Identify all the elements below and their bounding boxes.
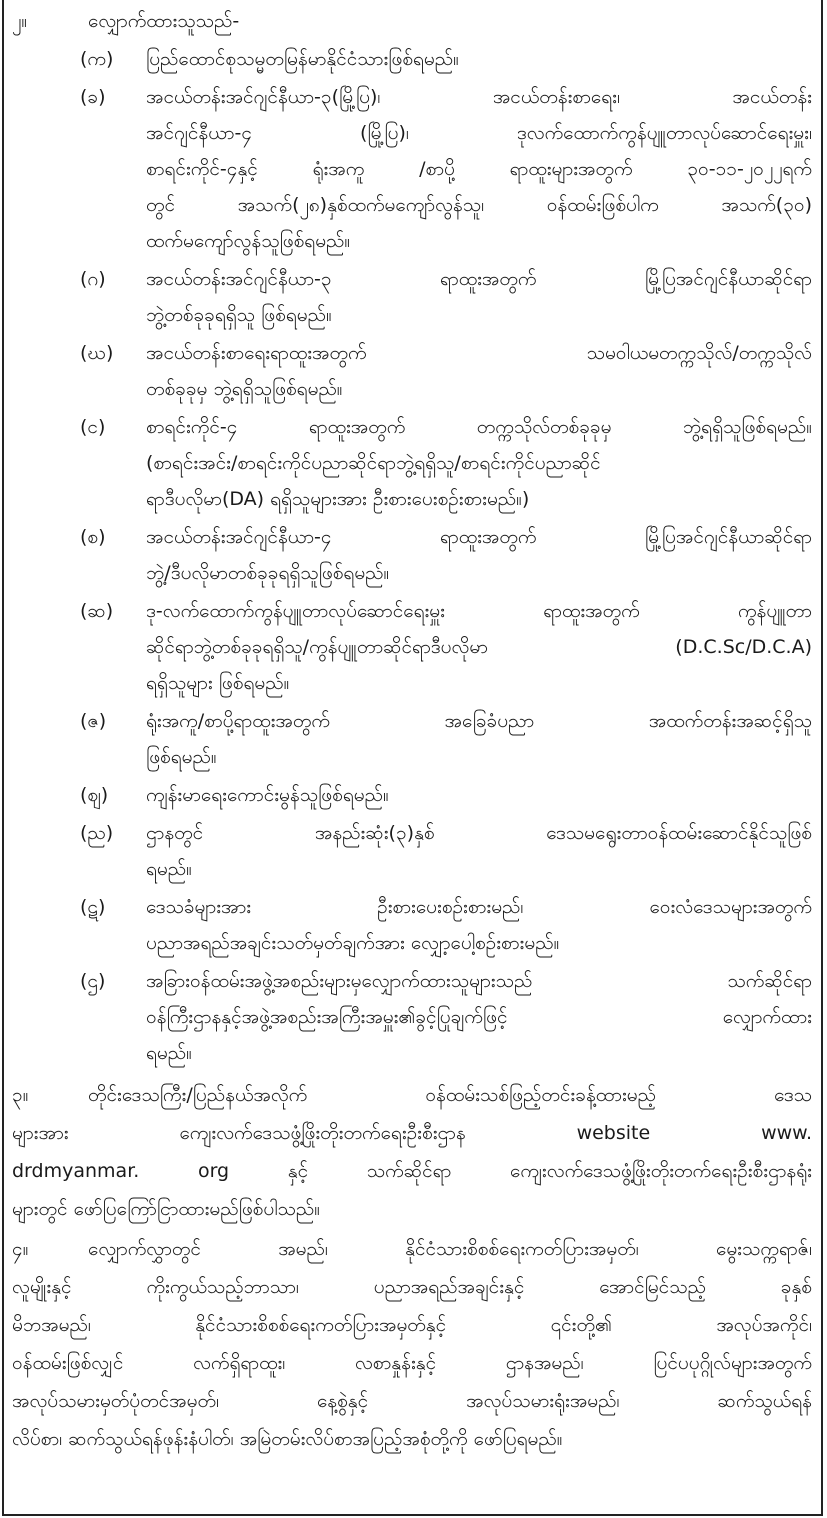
item-text-line: တွင် အသက်(၂၈)နှစ်ထက်မကျော်လွန်သူ၊ ဝန်ထမ်းဖြစ်ပါက အသက်(၃၀) <box>146 194 812 216</box>
item-label: (ဇ) <box>80 710 107 732</box>
item-label: (ဈ) <box>80 784 109 806</box>
item-text-line: (စာရင်းအင်း/စာရင်းကိုင်ပညာဆိုင်ရာဘွဲ့ရရှိသူ/စာရင်းကိုင်ပညာဆိုင် <box>146 452 601 474</box>
paragraph-line: မိဘအမည်၊ နိုင်ငံသားစိစစ်ရေးကတ်ပြားအမှတ်နှင့် ၎င်းတို့၏ အလုပ်အကိုင်၊ <box>12 1314 812 1336</box>
item-label: (က) <box>80 48 114 70</box>
section-number: ၄။ <box>12 1238 29 1260</box>
item-text-line: ရရှိသူများ ဖြစ်ရမည်။ <box>146 672 290 694</box>
item-text-line: ကျန်းမာရေးကောင်းမွန်သူဖြစ်ရမည်။ <box>146 784 389 806</box>
item-text-line: ဘွဲ့တစ်ခုခုရရှိသူ ဖြစ်ရမည်။ <box>146 304 332 326</box>
paragraph-line: အလုပ်သမားမှတ်ပုံတင်အမှတ်၊ နေ့စွဲနှင့် အလုပ်သမားရုံးအမည်၊ ဆက်သွယ်ရန် <box>12 1390 812 1412</box>
item-text-line: ဖြစ်ရမည်။ <box>146 746 217 768</box>
item-label: (ဂ) <box>80 268 106 290</box>
section-number: ၂။ <box>12 10 28 32</box>
paragraph-line: drdmyanmar. org နှင့် သက်ဆိုင်ရာ ကျေးလက်ဒေသဖွံ့ဖြိုးတိုးတက်ရေးဦးစီးဌာနရုံး <box>12 1160 812 1182</box>
item-text-line: အငယ်တန်းအင်ဂျင်နီယာ-၃ ရာထူးအတွက် မြို့ပြအင်ဂျင်နီယာဆိုင်ရာ <box>146 268 812 290</box>
paragraph-line: လူမျိုးနှင့် ကိုးကွယ်သည့်ဘာသာ၊ ပညာအရည်အချင်းနှင့် အောင်မြင်သည့် ခုနှစ် <box>12 1276 812 1298</box>
item-text-line: ပညာအရည်အချင်းသတ်မှတ်ချက်အား လျှော့ပေါ့စဉ်းစားမည်။ <box>146 932 560 954</box>
item-text-line: အငယ်တန်းအင်ဂျင်နီယာ-၄ ရာထူးအတွက် မြို့ပြအင်ဂျင်နီယာဆိုင်ရာ <box>146 526 812 548</box>
item-label: (ဆ) <box>80 600 114 622</box>
paragraph-line: တိုင်းဒေသကြီး/ပြည်နယ်အလိုက် ဝန်ထမ်းသစ်ဖြည့်တင်းခန့်ထားမည့် ဒေသ <box>88 1084 812 1106</box>
section-number: ၃။ <box>12 1084 29 1106</box>
item-text-line: ဌာနတွင် အနည်းဆုံး(၃)နှစ် ဒေသမရွေးတာဝန်ထမ်းဆောင်နိုင်သူဖြစ် <box>146 822 812 844</box>
paragraph-line: လိပ်စာ၊ ဆက်သွယ်ရန်ဖုန်းနံပါတ်၊ အမြဲတမ်းလိပ်စာအပြည့်အစုံတို့ကို ဖော်ပြရမည်။ <box>12 1428 563 1450</box>
item-text-line: ဒု-လက်ထောက်ကွန်ပျူတာလုပ်ဆောင်ရေးမှူး ရာထူးအတွက် ကွန်ပျူတာ <box>146 600 812 622</box>
paragraph-line: များတွင် ဖော်ပြကြော်ငြာထားမည်ဖြစ်ပါသည်။ <box>12 1198 320 1220</box>
paragraph-line: များအား ကျေးလက်ဒေသဖွံ့ဖြိုးတိုးတက်ရေးဦးစီးဌာန website www. <box>12 1122 812 1144</box>
item-text-line: ဝန်ကြီးဌာနနှင့်အဖွဲ့အစည်းအကြီးအမှူး၏ခွင့်ပြုချက်ဖြင့် လျှောက်ထား <box>146 1006 812 1028</box>
item-text-line: ရာဒီပလိုမာ(DA) ရရှိသူများအား ဦးစားပေးစဉ်းစားမည်။) <box>146 488 530 510</box>
item-text-line: ရမည်။ <box>146 1042 192 1064</box>
item-text-line: ထက်မကျော်လွန်သူဖြစ်ရမည်။ <box>146 230 351 252</box>
item-label: (ခ) <box>80 86 106 108</box>
section-title: လျှောက်ထားသူသည်- <box>88 10 240 32</box>
item-label: (စ) <box>80 526 106 548</box>
item-label: (ဋ) <box>80 896 106 918</box>
item-text-line: စာရင်းကိုင်-၄ ရာထူးအတွက် တက္ကသိုလ်တစ်ခုခုမှ ဘွဲ့ရရှိသူဖြစ်ရမည်။ <box>146 416 812 438</box>
item-text-line: အခြားဝန်ထမ်းအဖွဲ့အစည်းများမှလျှောက်ထားသူများသည် သက်ဆိုင်ရာ <box>146 970 812 992</box>
item-text-line: ဆိုင်ရာဘွဲ့တစ်ခုခုရရှိသူ/ကွန်ပျူတာဆိုင်ရာဒီပလိုမာ (D.C.Sc/D.C.A) <box>146 636 812 658</box>
item-text-line: ဘွဲ့/ဒီပလိုမာတစ်ခုခုရရှိသူဖြစ်ရမည်။ <box>146 562 390 584</box>
item-label: (ဌ) <box>80 970 106 992</box>
item-text-line: အင်ဂျင်နီယာ-၄ (မြို့ပြ)၊ ဒုလက်ထောက်ကွန်ပျူတာလုပ်ဆောင်ရေးမှူး၊ <box>146 122 812 144</box>
item-text-line: ရုံးအကူ/စာပို့ရာထူးအတွက် အခြေခံပညာ အထက်တန်းအဆင့်ရှိသူ <box>146 710 812 732</box>
paragraph-line: ဝန်ထမ်းဖြစ်လျှင် လက်ရှိရာထူး၊ လစာနှုန်းနှင့် ဌာနအမည်၊ ပြင်ပပုဂ္ဂိုလ်များအတွက် <box>12 1352 812 1374</box>
item-label: (ဃ) <box>80 342 114 364</box>
item-text-line: ပြည်ထောင်စုသမ္မတမြန်မာနိုင်ငံသားဖြစ်ရမည်။ <box>146 48 459 70</box>
item-text-line: ဒေသခံများအား ဦးစားပေးစဉ်းစားမည်၊ ဝေးလံဒေသများအတွက် <box>146 896 812 918</box>
item-text-line: စာရင်းကိုင်-၄နှင့် ရုံးအကူ /စာပို့ ရာထူးများအတွက် ၃၀-၁၁-၂၀၂၂ရက် <box>146 158 812 180</box>
item-text-line: အငယ်တန်းစာရေးရာထူးအတွက် သမဝါယမတက္ကသိုလ်/တက္ကသိုလ် <box>146 342 812 364</box>
item-text-line: အငယ်တန်းအင်ဂျင်နီယာ-၃(မြို့ပြ)၊ အငယ်တန်းစာရေး၊ အငယ်တန်း <box>146 86 812 108</box>
item-label: (င) <box>80 416 106 438</box>
item-text-line: တစ်ခုခုမှ ဘွဲ့ရရှိသူဖြစ်ရမည်။ <box>146 378 343 400</box>
paragraph-line: လျှောက်လွှာတွင် အမည်၊ နိုင်ငံသားစိစစ်ရေးကတ်ပြားအမှတ်၊ မွေးသက္ကရာဇ်၊ <box>88 1238 812 1260</box>
item-label: (ည) <box>80 822 114 844</box>
item-text-line: ရမည်။ <box>146 858 192 880</box>
